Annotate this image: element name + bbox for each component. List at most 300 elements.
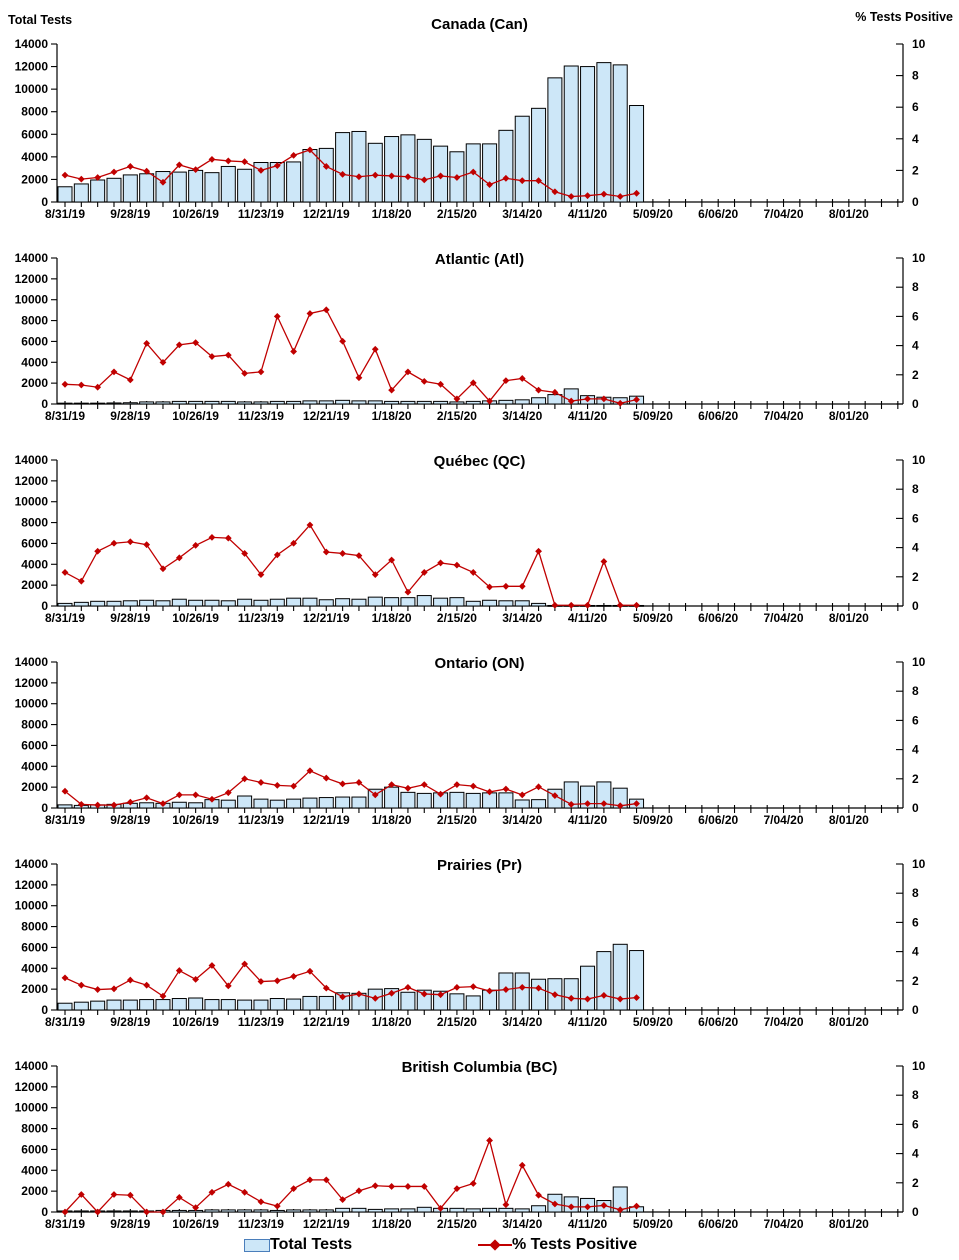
svg-text:7/04/20: 7/04/20 (763, 409, 804, 423)
svg-text:6: 6 (912, 100, 919, 115)
bar-week-3 (107, 601, 121, 606)
quebec-tick-labels (15, 453, 926, 625)
svg-text:3/14/20: 3/14/20 (502, 207, 543, 221)
bar-week-25 (466, 401, 480, 404)
bar-week-4 (123, 1211, 137, 1212)
svg-text:14000: 14000 (14, 857, 48, 871)
pct-marker-week-30 (552, 602, 559, 609)
bar-week-29 (532, 979, 546, 1010)
chart-quebec (0, 426, 959, 628)
svg-text:11/23/19: 11/23/19 (237, 813, 284, 827)
svg-text:10: 10 (912, 453, 926, 467)
bar-week-1 (74, 403, 88, 404)
svg-text:2: 2 (912, 771, 919, 786)
bar-week-3 (107, 1000, 121, 1010)
svg-text:6/06/20: 6/06/20 (698, 813, 739, 827)
panel-title-atlantic: Atlantic (Atl) (434, 251, 525, 268)
bar-week-8 (189, 170, 203, 202)
right-axis-title: % Tests Positive (855, 10, 953, 24)
bar-week-7 (172, 172, 186, 202)
bar-week-0 (58, 603, 72, 606)
bar-week-0 (58, 805, 72, 808)
legend-item-total-tests (244, 1236, 352, 1254)
bar-week-31 (564, 66, 578, 202)
svg-text:10/26/19: 10/26/19 (172, 813, 219, 827)
bar-week-29 (532, 800, 546, 808)
bar-week-21 (401, 1209, 415, 1212)
pct-marker-week-2 (94, 986, 101, 993)
svg-text:8: 8 (912, 482, 919, 497)
pct-marker-week-6 (160, 993, 167, 1000)
bar-week-1 (74, 1002, 88, 1010)
pct-marker-week-5 (143, 794, 150, 801)
bar-week-15 (303, 598, 317, 606)
bar-week-33 (597, 605, 611, 606)
bar-week-6 (156, 402, 170, 404)
bar-week-14 (287, 401, 301, 404)
pct-marker-week-19 (372, 346, 379, 353)
svg-text:14000: 14000 (14, 1059, 48, 1073)
bar-week-25 (466, 601, 480, 606)
svg-text:0: 0 (912, 195, 919, 209)
bar-week-21 (401, 598, 415, 606)
bar-week-24 (450, 792, 464, 808)
pct-marker-week-11 (241, 1189, 248, 1196)
bar-week-22 (417, 596, 431, 606)
bar-week-31 (564, 979, 578, 1010)
svg-text:0: 0 (41, 1003, 48, 1017)
pct-marker-week-7 (176, 967, 183, 974)
bar-week-5 (140, 174, 154, 202)
svg-text:12/21/19: 12/21/19 (302, 611, 350, 625)
svg-text:11/23/19: 11/23/19 (237, 409, 284, 423)
svg-text:14000: 14000 (14, 251, 48, 265)
svg-text:10: 10 (912, 37, 926, 51)
bar-week-27 (499, 1208, 513, 1212)
pct-marker-week-18 (356, 1187, 363, 1194)
chart-ontario (0, 628, 959, 830)
bar-week-2 (91, 403, 105, 404)
svg-text:2/15/20: 2/15/20 (436, 611, 477, 625)
atlantic-pct-positive-line (62, 306, 640, 406)
bar-week-23 (434, 598, 448, 606)
svg-text:0: 0 (912, 1003, 919, 1017)
bar-week-27 (499, 793, 513, 808)
pct-marker-week-25 (470, 783, 477, 790)
left-axis-title: Total Tests (8, 13, 73, 27)
bar-week-0 (58, 1003, 72, 1010)
svg-text:12000: 12000 (14, 271, 48, 286)
bar-week-2 (91, 1001, 105, 1010)
bar-week-29 (532, 398, 546, 404)
panel-prairies (0, 830, 959, 1032)
ontario-ticks (51, 662, 903, 813)
svg-text:3/14/20: 3/14/20 (502, 1217, 543, 1231)
bar-week-20 (385, 137, 399, 202)
svg-text:8000: 8000 (21, 1121, 48, 1136)
prairies-ticks (51, 864, 903, 1015)
pct-marker-week-24 (454, 781, 461, 788)
panel-ontario (0, 628, 959, 830)
pct-marker-week-14 (290, 973, 297, 980)
pct-marker-week-0 (62, 172, 69, 179)
svg-text:12/21/19: 12/21/19 (302, 207, 350, 221)
svg-text:6/06/20: 6/06/20 (698, 409, 739, 423)
pct-marker-week-13 (274, 313, 281, 320)
svg-text:2000: 2000 (21, 780, 48, 795)
pct-marker-week-12 (258, 368, 265, 375)
svg-text:2/15/20: 2/15/20 (436, 207, 477, 221)
svg-text:1/18/20: 1/18/20 (371, 409, 412, 423)
bar-week-3 (107, 1211, 121, 1212)
bar-week-22 (417, 401, 431, 404)
bar-week-5 (140, 600, 154, 606)
prairies-total-tests-bars (58, 944, 644, 1010)
bar-week-21 (401, 792, 415, 808)
svg-text:10/26/19: 10/26/19 (172, 1217, 219, 1231)
svg-text:10000: 10000 (14, 898, 48, 913)
bar-week-16 (319, 600, 333, 606)
svg-text:8/31/19: 8/31/19 (44, 207, 86, 221)
svg-text:7/04/20: 7/04/20 (763, 813, 804, 827)
svg-text:10000: 10000 (14, 494, 48, 509)
pct-marker-week-15 (307, 310, 314, 317)
pct-marker-week-4 (127, 163, 134, 170)
bar-week-15 (303, 996, 317, 1010)
bar-week-19 (368, 401, 382, 404)
pct-marker-week-4 (127, 377, 134, 384)
svg-text:6000: 6000 (21, 738, 48, 753)
pct-marker-week-16 (323, 549, 330, 556)
pct-marker-week-4 (127, 538, 134, 545)
bar-week-22 (417, 1207, 431, 1212)
british-columbia-tick-labels (15, 1059, 926, 1231)
svg-text:14000: 14000 (14, 655, 48, 669)
bar-week-23 (434, 401, 448, 404)
bar-week-18 (352, 401, 366, 404)
bar-week-35 (630, 106, 644, 202)
svg-text:0: 0 (912, 801, 919, 815)
bar-week-25 (466, 1209, 480, 1212)
pct-marker-week-29 (535, 548, 542, 555)
pct-marker-week-12 (258, 1198, 265, 1205)
svg-text:11/23/19: 11/23/19 (237, 611, 284, 625)
svg-text:1/18/20: 1/18/20 (371, 1217, 412, 1231)
svg-text:6/06/20: 6/06/20 (698, 1015, 739, 1029)
bar-week-15 (303, 798, 317, 808)
bar-week-34 (613, 65, 627, 202)
bar-week-11 (238, 1210, 252, 1212)
svg-text:8: 8 (912, 280, 919, 295)
pct-marker-week-16 (323, 775, 330, 782)
pct-marker-week-34 (617, 602, 624, 609)
svg-text:2000: 2000 (21, 1184, 48, 1199)
svg-text:11/23/19: 11/23/19 (237, 1217, 284, 1231)
quebec-pct-positive-line (62, 522, 640, 609)
bar-week-13 (270, 800, 284, 808)
svg-text:9/28/19: 9/28/19 (110, 1015, 151, 1029)
bar-week-27 (499, 601, 513, 606)
bar-week-8 (189, 401, 203, 404)
bar-week-13 (270, 999, 284, 1010)
bar-week-14 (287, 999, 301, 1010)
svg-text:3/14/20: 3/14/20 (502, 813, 543, 827)
svg-text:0: 0 (41, 801, 48, 815)
svg-text:6000: 6000 (21, 334, 48, 349)
svg-text:4000: 4000 (21, 1163, 48, 1178)
svg-text:5/09/20: 5/09/20 (632, 813, 673, 827)
bar-week-25 (466, 793, 480, 808)
svg-text:6000: 6000 (21, 536, 48, 551)
svg-text:4: 4 (912, 338, 919, 353)
bar-week-7 (172, 1210, 186, 1212)
pct-marker-week-22 (421, 378, 428, 385)
svg-text:8/31/19: 8/31/19 (44, 409, 86, 423)
pct-marker-week-26 (486, 1137, 493, 1144)
bar-week-20 (385, 1209, 399, 1212)
svg-text:4000: 4000 (21, 149, 48, 164)
panel-british-columbia (0, 1032, 959, 1234)
bar-week-6 (156, 601, 170, 606)
british-columbia-ticks (51, 1066, 903, 1217)
bar-week-14 (287, 799, 301, 808)
bar-week-9 (205, 600, 219, 606)
pct-marker-week-31 (568, 602, 575, 609)
svg-text:8/31/19: 8/31/19 (44, 611, 86, 625)
pct-marker-week-10 (225, 1181, 232, 1188)
bar-week-26 (483, 1208, 497, 1212)
pct-marker-week-10 (225, 158, 232, 165)
pct-marker-week-14 (290, 152, 297, 159)
legend-label-total-tests: Total Tests (270, 1236, 353, 1253)
bar-week-22 (417, 793, 431, 808)
bar-week-28 (515, 1209, 529, 1212)
panel-title-canada: Canada (Can) (431, 16, 528, 33)
svg-text:8/01/20: 8/01/20 (828, 813, 869, 827)
bar-week-2 (91, 180, 105, 202)
panel-quebec (0, 426, 959, 628)
pct-marker-week-23 (437, 560, 444, 567)
bar-week-2 (91, 601, 105, 606)
pct-marker-week-17 (339, 781, 346, 788)
pct-marker-week-17 (339, 550, 346, 557)
bar-week-9 (205, 1210, 219, 1212)
svg-text:6/06/20: 6/06/20 (698, 1217, 739, 1231)
svg-text:2/15/20: 2/15/20 (436, 1217, 477, 1231)
bar-week-12 (254, 402, 268, 404)
pct-marker-week-25 (470, 1180, 477, 1187)
bar-week-11 (238, 1000, 252, 1010)
bar-week-0 (58, 403, 72, 404)
svg-text:7/04/20: 7/04/20 (763, 1015, 804, 1029)
bar-week-17 (336, 133, 350, 202)
bar-week-8 (189, 803, 203, 808)
bar-week-24 (450, 1208, 464, 1212)
svg-text:9/28/19: 9/28/19 (110, 1217, 151, 1231)
svg-text:5/09/20: 5/09/20 (632, 207, 673, 221)
bar-week-33 (597, 63, 611, 202)
bar-week-12 (254, 600, 268, 606)
svg-text:10: 10 (912, 655, 926, 669)
svg-text:8: 8 (912, 1088, 919, 1103)
bar-week-4 (123, 1000, 137, 1010)
svg-text:0: 0 (912, 397, 919, 411)
bar-week-27 (499, 400, 513, 404)
bar-week-30 (548, 395, 562, 404)
bar-week-5 (140, 402, 154, 404)
bar-week-30 (548, 78, 562, 202)
svg-text:8000: 8000 (21, 919, 48, 934)
pct-marker-week-28 (519, 791, 526, 798)
bar-week-15 (303, 401, 317, 404)
pct-marker-week-15 (307, 1176, 314, 1183)
svg-text:12000: 12000 (14, 473, 48, 488)
bar-week-9 (205, 401, 219, 404)
chart-canada (0, 0, 959, 224)
bar-week-7 (172, 802, 186, 808)
british-columbia-pct-positive-line (62, 1137, 640, 1215)
svg-text:4/11/20: 4/11/20 (567, 813, 608, 827)
svg-text:2/15/20: 2/15/20 (436, 409, 477, 423)
svg-text:6: 6 (912, 309, 919, 324)
bar-week-18 (352, 131, 366, 202)
pct-marker-week-35 (633, 602, 640, 609)
svg-text:4/11/20: 4/11/20 (567, 409, 608, 423)
svg-text:8000: 8000 (21, 717, 48, 732)
bar-week-11 (238, 796, 252, 808)
bar-week-10 (221, 800, 235, 808)
svg-text:12000: 12000 (14, 675, 48, 690)
panel-title-prairies: Prairies (Pr) (436, 857, 523, 874)
svg-text:8: 8 (912, 684, 919, 699)
pct-marker-week-29 (535, 1192, 542, 1199)
bar-week-1 (74, 602, 88, 606)
pct-marker-week-28 (519, 583, 526, 590)
pct-marker-week-13 (274, 977, 281, 984)
bar-week-10 (221, 1000, 235, 1010)
svg-text:7/04/20: 7/04/20 (763, 207, 804, 221)
svg-text:12/21/19: 12/21/19 (302, 1015, 350, 1029)
svg-text:5/09/20: 5/09/20 (632, 1015, 673, 1029)
bar-week-33 (597, 952, 611, 1010)
bar-week-24 (450, 994, 464, 1010)
bar-week-20 (385, 401, 399, 404)
bar-week-8 (189, 998, 203, 1010)
bar-week-28 (515, 116, 529, 202)
svg-text:9/28/19: 9/28/19 (110, 813, 151, 827)
bar-week-5 (140, 803, 154, 808)
canada-total-tests-bars (58, 63, 644, 202)
svg-text:14000: 14000 (14, 37, 48, 51)
atlantic-axes (57, 258, 903, 404)
svg-text:2000: 2000 (21, 172, 48, 187)
bar-week-13 (270, 1210, 284, 1212)
total-tests-swatch (244, 1239, 270, 1252)
svg-text:6/06/20: 6/06/20 (698, 611, 739, 625)
pct-positive-marker-icon (478, 1238, 512, 1252)
bar-week-21 (401, 135, 415, 202)
pct-marker-week-4 (127, 977, 134, 984)
pct-marker-week-19 (372, 1182, 379, 1189)
pct-marker-week-25 (470, 983, 477, 990)
bar-week-14 (287, 1210, 301, 1212)
svg-text:2000: 2000 (21, 376, 48, 391)
svg-text:1/18/20: 1/18/20 (371, 611, 412, 625)
pct-marker-week-5 (143, 982, 150, 989)
svg-text:10: 10 (912, 1059, 926, 1073)
pct-marker-week-3 (111, 540, 118, 547)
bar-week-32 (581, 966, 595, 1010)
svg-text:11/23/19: 11/23/19 (237, 207, 284, 221)
svg-text:6000: 6000 (21, 127, 48, 142)
pct-marker-week-0 (62, 381, 69, 388)
bar-week-4 (123, 403, 137, 404)
svg-text:5/09/20: 5/09/20 (632, 1217, 673, 1231)
pct-marker-week-21 (405, 984, 412, 991)
svg-text:4: 4 (912, 944, 919, 959)
pct-marker-week-13 (274, 782, 281, 789)
bar-week-18 (352, 797, 366, 808)
pct-marker-week-24 (454, 984, 461, 991)
bar-week-10 (221, 601, 235, 606)
pct-marker-week-1 (78, 176, 85, 183)
bar-week-16 (319, 1210, 333, 1212)
svg-text:7/04/20: 7/04/20 (763, 1217, 804, 1231)
bar-week-28 (515, 601, 529, 606)
bar-week-15 (303, 1210, 317, 1212)
bar-week-13 (270, 401, 284, 404)
svg-text:0: 0 (41, 397, 48, 411)
bar-week-25 (466, 996, 480, 1010)
svg-text:4000: 4000 (21, 759, 48, 774)
bar-week-3 (107, 403, 121, 404)
svg-text:4: 4 (912, 131, 919, 146)
svg-text:8000: 8000 (21, 313, 48, 328)
bar-week-18 (352, 1208, 366, 1212)
pct-marker-week-1 (78, 578, 85, 585)
svg-text:6: 6 (912, 915, 919, 930)
svg-text:0: 0 (41, 195, 48, 209)
bar-week-1 (74, 1211, 88, 1212)
pct-marker-week-14 (290, 348, 297, 355)
svg-text:12000: 12000 (14, 1079, 48, 1094)
bar-week-13 (270, 599, 284, 606)
bar-week-8 (189, 600, 203, 606)
svg-text:4: 4 (912, 742, 919, 757)
svg-text:12000: 12000 (14, 877, 48, 892)
svg-text:0: 0 (41, 1205, 48, 1219)
svg-text:6000: 6000 (21, 1142, 48, 1157)
bar-week-21 (401, 401, 415, 404)
ontario-axes (57, 662, 903, 808)
bar-week-20 (385, 787, 399, 808)
svg-text:1/18/20: 1/18/20 (371, 1015, 412, 1029)
pct-marker-week-27 (503, 583, 510, 590)
bar-week-35 (630, 951, 644, 1010)
svg-text:14000: 14000 (14, 453, 48, 467)
svg-text:2: 2 (912, 163, 919, 178)
pct-marker-week-8 (192, 791, 199, 798)
bar-week-29 (532, 603, 546, 606)
svg-text:8/31/19: 8/31/19 (44, 813, 86, 827)
panel-atlantic (0, 224, 959, 426)
bar-week-10 (221, 401, 235, 404)
svg-text:10/26/19: 10/26/19 (172, 207, 219, 221)
svg-text:3/14/20: 3/14/20 (502, 611, 543, 625)
svg-text:8/31/19: 8/31/19 (44, 1015, 86, 1029)
panel-title-ontario: Ontario (ON) (434, 655, 525, 672)
svg-text:6: 6 (912, 511, 919, 526)
